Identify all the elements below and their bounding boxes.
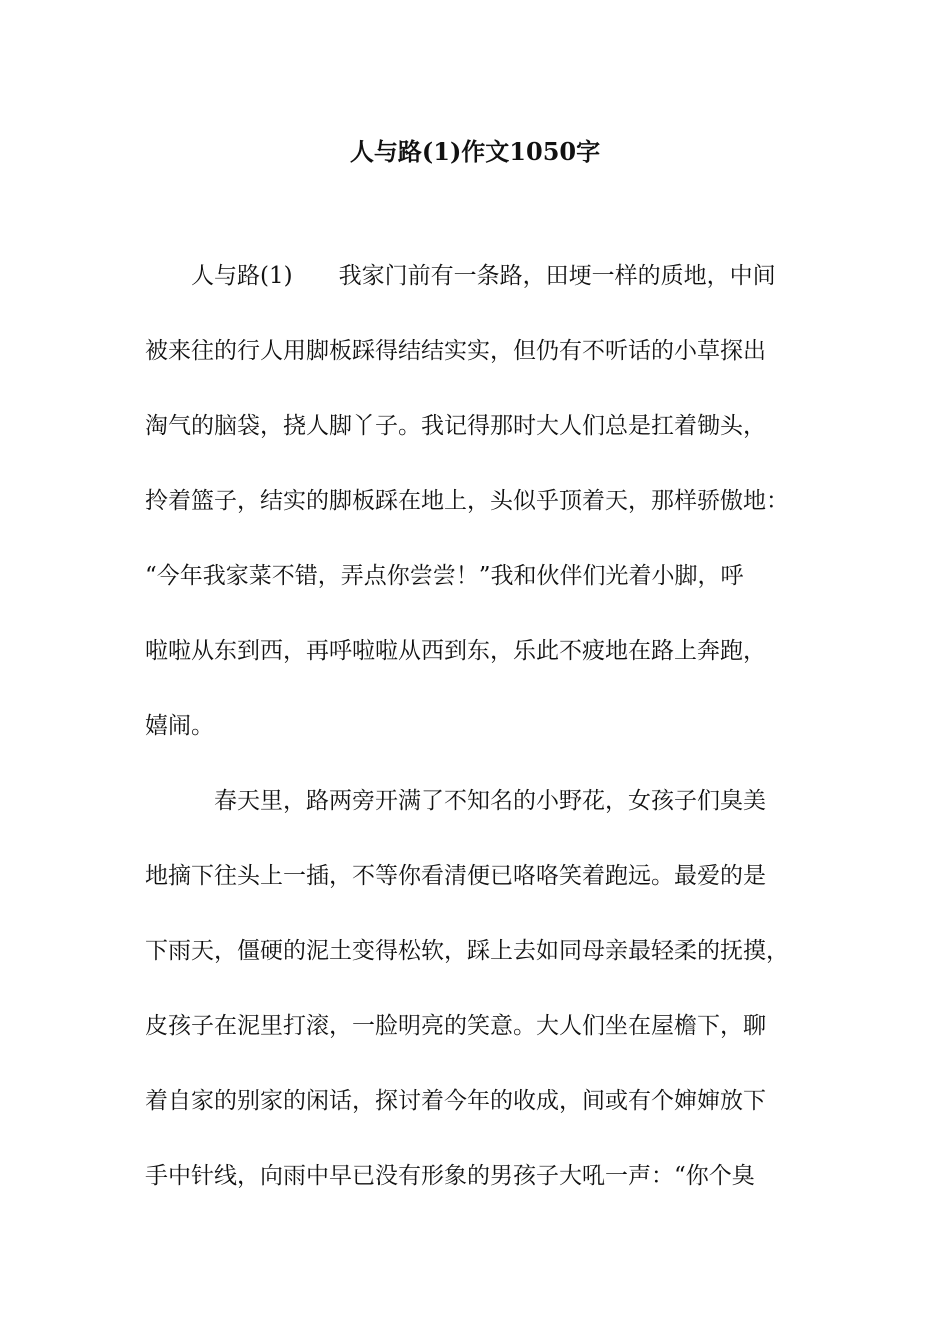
paragraph-line: 着自家的别家的闲话，探讨着今年的收成，间或有个婶婶放下 (145, 1088, 766, 1114)
paragraph-line: 下雨天，僵硬的泥土变得松软，踩上去如同母亲最轻柔的抚摸， (145, 938, 789, 964)
paragraph-line: 地摘下往头上一插，不等你看清便已咯咯笑着跑远。最爱的是 (145, 863, 766, 889)
paragraph-line: 啦啦从东到西，再呼啦啦从西到东，乐此不疲地在路上奔跑， (145, 638, 766, 664)
paragraph-line: 淘气的脑袋，挠人脚丫子。我记得那时大人们总是扛着锄头， (145, 413, 766, 439)
paragraph-line: 拎着篮子，结实的脚板踩在地上，头似乎顶着天，那样骄傲地： (145, 488, 789, 514)
paragraph-line: 手中针线，向雨中早已没有形象的男孩子大吼一声：“你个臭 (145, 1163, 755, 1189)
paragraph-line: 皮孩子在泥里打滚，一脸明亮的笑意。大人们坐在屋檐下，聊 (145, 1013, 766, 1039)
paragraph-line: 嬉闹。 (145, 713, 214, 739)
document-title: 人与路(1)作文1050字 (349, 137, 601, 166)
paragraph-line: 人与路(1) 我家门前有一条路，田埂一样的质地，中间 (145, 263, 776, 289)
paragraph-line: “今年我家菜不错，弄点你尝尝！”我和伙伴们光着小脚，呼 (145, 563, 744, 589)
paragraph-line: 被来往的行人用脚板踩得结结实实，但仍有不听话的小草探出 (145, 338, 766, 364)
paragraph-line: 春天里，路两旁开满了不知名的小野花，女孩子们臭美 (145, 788, 766, 814)
